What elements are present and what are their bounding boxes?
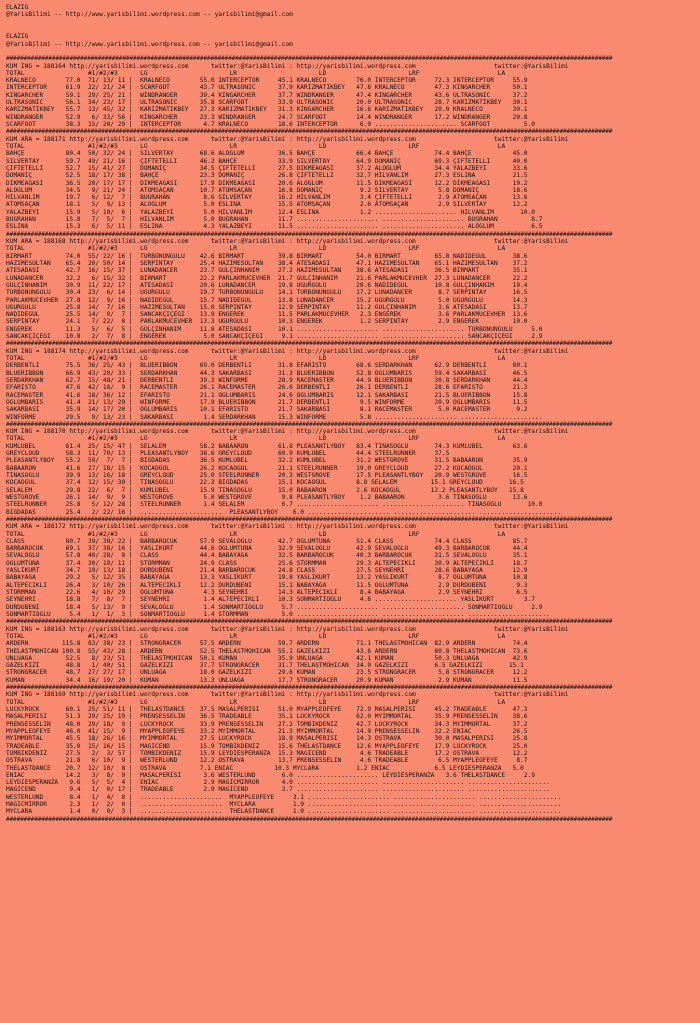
table-row: NADIDEGÜL 25.5 14/ 9/ 7 | SANCAKÇIÇEGI 13.9 ENGEREK 11.5 PARLAKMÜCEVHER 2.3 ENGEREK 3.6 PARLAKMÜCEVHER 13.6: [6, 311, 528, 319]
table-row: ALTEPECIKLI 26.4 3/ 10/ 26 | ALTEPECIKLI 12.2 DURDUBENI 15.1 BABAYAGA 11.5 OGLUMTUNA 2.9 DURDUBENI 9.3: [6, 581, 528, 589]
table-row: MYCLARA 1.4 0/ 0/ 3 | ...................... THELASTDANCE 1.0 ...................... ...................... ......................: [6, 808, 562, 816]
blank-line: [6, 19, 694, 26]
column-header: TOTAL #1/#2/#3 LG LR LD LRF LA: [6, 245, 506, 253]
table-row: TOMBIKDENIZ 27.5 2/ 3/ 57 | TOMBIKDENIZ 15.9 LEYDIESPERANZA 15.3 MAGICEND 4.6 TRADEABLE 17.2 OSTRAVA 12.2: [6, 749, 528, 757]
table-row: INTERCEPTOR 61.9 22/ 21/ 24 | SCARFOOT 43.7 ULTRASONIC 37.9 KARIZMATIKBEY 47.8 KRALNECO 47.3 KINGARCHER 50.1: [6, 84, 528, 92]
table-row: TINASOGLU 39.9 13/ 16/ 18 | GREYCLOUD 25.0 STEELRUNNER 20.3 WESTGROVE 17.5 PLEASANTLYBOY 20.9 WESTGROVE 16.5: [6, 472, 528, 479]
separator-line: ############################################################################################################################################################################: [6, 340, 613, 348]
table-row: BARBAROCUK 69.1 37/ 38/ 16 | YASLIKURT 44.6 OGLUMTUNA 32.9 SEVALOGLU 42.9 SEVALOGLU 49.3 BARBAROCUK 44.4: [6, 545, 528, 553]
table-row: STRONGRACER 48.7 27/ 27/ 17 | ÜNLÜAGA 18.0 GAZELKIZI 29.6 KUMAN 23.5 STRONGRACER 5.8 STRONGRACER 12.2: [6, 669, 528, 677]
table-row: SCARFOOT 38.3 15/ 20/ 29 | INTERCEPTOR 4.7 KRALNECO 18.6 INTERCEPTOR 6.9 ...................... SCARFOOT 5.0: [6, 121, 535, 128]
table-row: OGLUMBARIS 41.4 21/ 13/ 29 | WINFORME 17.9 BLUERIBBON 21.7 DERBENTLI 9.5 WINFORME 20.9 OGLUMBARIS 11.5: [6, 398, 528, 406]
column-header: TOTAL #1/#2/#3 LG LR LD LRF LA: [6, 435, 506, 443]
table-row: SERDARKHAN 62.7 15/ 48/ 21 | DERBENTLI 39.3 WINFORME 28.9 RACEMASTER 44.9 BLUERIBBON 30.8 SERDARKHAN 44.4: [6, 376, 528, 384]
table-row: SELALEM 29.8 22/ 6/ 7 | KUMLUBEL 15.9 TINASOGLU 15.0 BABAARON 2.6 KOCAOGUL 12.2 PLEASANTLYBOY 15.8: [6, 486, 524, 494]
table-row: YASLIKURT 34.7 19/ 13/ 18 | DURDUBENI 21.4 BARBAROCUK 24.8 CLASS 27.5 SEYNEHRI 28.6 BABAYAGA 12.9: [6, 567, 528, 575]
table-row: LUNADANCER 32.2 6/ 15/ 32 | BIRMART 22.2 PARLAKMÜCEVHER 21.7 GÜLÇINHANIM 21.6 PARLAKMÜCEVHER 27.3 LUNADANCER 22.2: [6, 274, 528, 282]
table-row: TRADEABLE 35.0 15/ 16/ 15 | MAGICEND 15.9 TOMBIKDENIZ 15.6 THELASTDANCE 12.6 MYAPPLEOFEYE 17.9 LUCKYROCK 25.0: [6, 742, 528, 750]
separator-line: ############################################################################################################################################################################: [6, 515, 613, 523]
race-list: [6, 55, 694, 823]
table-row: MYIMMORTAL 45.5 18/ 26/ 16 | MYIMMORTAL 27.5 LUCKYROCK 18.9 MASALPERISI 14.3 OSTRAVA 30.0 MASALPERISI 25.8: [6, 735, 528, 743]
table-row: LUCKYROCK 60.1 25/ 51/ 11 | THELASTDANCE 37.5 MASALPERISI 51.0 MYAPPLEOFEYE 72.9 MASALPERISI 45.2 TRADEABLE 47.3: [6, 706, 528, 713]
header-contact: @YarisBilimi -- http://www.yarisbilimi.wordpress.com -- yarisbilimi@gmail.com: [6, 11, 293, 19]
table-row: DOMANIÇ 52.5 18/ 17/ 38 | BAHÇE 23.3 DOMANIÇ 26.8 ÇIFTETELLI 32.7 HILVANLIM 27.3 ESLINA 21.5: [6, 172, 528, 180]
table-row: BUGRAHAN 15.8 7/ 5/ 7 | HILVANLIM 5.0 BUGRAHAN 11.7 ...................... ...................... BUGRAHAN 8.7: [6, 216, 543, 224]
table-row: HAZIMESULTAN 65.4 20/ 50/ 14 | SERPINTAY 25.4 HAZIMESULTAN 38.4 ATESADASI 47.1 HAZIMESULTAN 65.1 HAZIMESULTAN 37.2: [6, 259, 528, 267]
table-row: GAZELKIZI 48.8 1/ 40/ 51 | GAZELKIZI 37.7 STRONGRACER 31.7 THELASTMOHICAN 34.9 GAZELKIZI 6.5 GAZELKIZI 15.1: [6, 662, 524, 670]
table-row: YALAZBEYI 15.9 5/ 10/ 6 | YALAZBEYI 5.0 HILVANLIM 12.4 ESLINA 1.2 ...................... HILVANLIM 10.0: [6, 208, 535, 216]
table-row: LEYDIESPERANZA 9.6 5/ 5/ 4 | ENIAC 2.9 MAGICMIRROR 4.0 ...................... ...................... ......................: [6, 779, 550, 787]
table-row: ESLINA 15.3 6/ 5/ 11 | ESLINA 4.3 YALAZBEYI 11.5 ...................... ...................... ALOGLUM 6.5: [6, 223, 543, 231]
table-row: OGLUMTUNA 37.4 30/ 19/ 11 | STORMMAN 24.9 CLASS 25.6 STORMMAN 29.3 ALTEPECIKLI 30.9 ALTEPECIKLI 18.7: [6, 559, 528, 567]
race-title: KUM ING = 188170 http://yarisbilimi.wordpress.com twitter:@YarisBilimi : http://yarisbilimi.wordpress.com twitter:@YarisBilimi: [6, 428, 569, 436]
table-row: WESTGROVE 26.1 14/ 9/ 9 | WESTGROVE 5.0 WESTGROVE 9.8 PLEASANTLYBOY 1.2 BABAARON 3.6 TINASOGLU 13.6: [6, 493, 528, 501]
table-row: WESTERLUND 8.4 1/ 4/ 8 | ...................... MYAPPLEOFEYE 3.1 ...................... ...................... ......................: [6, 793, 562, 801]
table-row: ARDERN 115.8 83/ 38/ 23 | STRONGRACER 57.5 ARDERN 59.7 ARDERN 71.1 THELASTMOHICAN 82.9 ARDERN 74.4: [6, 640, 528, 648]
table-row: KUMLUBEL 61.4 25/ 15/ 47 | SELALEM 58.2 BABAARON 61.8 PLEASANTLYBOY 83.4 TINASOGLU 74.3 KUMLUBEL 63.6: [6, 442, 528, 450]
table-row: ATESADASI 42.7 16/ 15/ 37 | LUNADANCER 23.7 GÜLÇINHANIM 27.2 HAZIMESULTAN 38.6 ATESADASI 36.5 BIRMART 35.1: [6, 267, 528, 275]
table-row: MYAPPLEOFEYE 46.0 41/ 15/ 9 | MYAPPLEOFEYE 33.2 MYIMMORTAL 21.3 MYIMMORTAL 14.9 PRENSESSELIN 32.2 ENIAC 26.5: [6, 727, 528, 735]
separator-line: ############################################################################################################################################################################: [6, 230, 613, 238]
race-block: [6, 55, 694, 128]
table-row: BIRMART 74.0 55/ 22/ 16 | TURBONUNGÜLÜ 42.6 BIRMART 39.8 BIRMART 54.0 BIRMART 65.8 NADIDEGÜL 38.6: [6, 252, 528, 260]
table-row: SEVALOGLU 57.8 40/ 28/ 8 | CLASS 44.4 BABAYAGA 32.5 BARBAROCUK 40.3 BARBAROCUK 31.5 SEVALOGLU 35.1: [6, 552, 528, 560]
table-row: THELASTMOHICAN 100.8 55/ 43/ 28 | ARDERN 52.5 THELASTMOHICAN 55.1 GAZELKIZI 43.6 ARDERN 80.8 THELASTMOHICAN 73.6: [6, 647, 528, 655]
table-row: BLUERIBBON 66.9 43/ 20/ 33 | SERDARKHAN 44.3 SAKARBASI 31.3 BLUERIBBON 52.8 OGLUMBARIS 59.4 SAKARBASI 46.5: [6, 369, 528, 377]
header-city-repeat: ELAZIG: [6, 33, 29, 41]
table-row: KOCAOGUL 37.4 12/ 15/ 30 | TINASOGLU 22.3 BIGDADAS 15.1 KOCAOGUL 8.8 SELALEM 15.1 GREYCLOUD 16.5: [6, 479, 524, 487]
table-row: STEELRUNNER 25.8 5/ 12/ 28 | STEELRUNNER 1.4 SELALEM 6.7 ...................... ...................... TINASOGLU 10.0: [6, 501, 543, 509]
table-row: MAGICMIRROR 2.3 1/ 2/ 0 | ...................... MYCLARA 1.9 ...................... ...................... ......................: [6, 801, 562, 809]
race-title: KUM ING = 188174 http://yarisbilimi.wordpress.com twitter:@YarisBilimi : http://yarisbilimi.wordpress.com twitter:@YarisBilimi: [6, 347, 569, 355]
race-block: [6, 618, 694, 684]
header-contact-repeat: @YarisBilimi -- http://www.yarisbilimi.wordpress.com -- yarisbilimi@gmail.com: [6, 40, 293, 48]
race-block: [6, 421, 694, 516]
table-row: BAHÇE 80.4 50/ 32/ 24 | SILVERTAY 68.6 ALOGLUM 36.5 BAHÇE 66.4 BAHÇE 74.4 BAHÇE 45.0: [6, 150, 528, 158]
separator-line: ############################################################################################################################################################################: [6, 128, 613, 136]
header-city: ELAZIG: [6, 4, 29, 11]
table-row: GÜLÇINHANIM 30.9 11/ 22/ 17 | ATESADASI 20.6 LUNADANCER 19.8 UGURGÜLÜ 20.6 NADIDEGÜL 10.8 GÜLÇINHANIM 19.4: [6, 281, 528, 289]
table-row: BABAYAGA 29.2 5/ 12/ 35 | BABAYAGA 13.3 YASLIKURT 19.8 YASLIKURT 13.2 YASLIKURT 8.7 OGLUMTUNA 10.8: [6, 574, 528, 582]
table-row: KARIZMATIKBEY 55.7 13/ 45/ 32 | KARIZMATIKBEY 27.3 KARIZMATIKBEY 31.3 KINGARCHER 16.6 KARIZMATIKBEY 20.0 KRALNECO 30.1: [6, 106, 528, 114]
separator-line: ############################################################################################################################################################################: [6, 684, 613, 692]
table-row: OSTRAVA 21.8 6/ 10/ 9 | WESTERLUND 12.2 OSTRAVA 13.7 PRENSESSELIN 4.6 TRADEABLE 6.5 MYAPPLEOFEYE 8.7: [6, 757, 528, 765]
race-title: KUM ING = 188164 http://yarisbilimi.wordpress.com twitter:@YarisBilimi : http://yarisbilimi.wordpress.com twitter:@YarisBilimi: [6, 62, 569, 70]
table-row: THELASTDANCE 20.7 12/ 10/ 8 | OSTRAVA 7.1 ENIAC 10.3 MYCLARA 1.2 ENIAC 6.5 LEYDIESPERANZA 5.0: [6, 764, 524, 772]
race-title: KUM ING = 188163 http://yarisbilimi.wordpress.com twitter:@YarisBilimi : http://yarisbilimi.wordpress.com twitter:@YarisBilimi: [6, 625, 569, 633]
table-row: RACEMASTER 41.6 18/ 36/ 12 | EFARISTO 21.1 OGLUMBARIS 24.6 OGLUMBARIS 12.1 SAKARBASI 21.5 BLUERIBBON 15.8: [6, 391, 528, 399]
separator-line: ############################################################################################################################################################################: [6, 420, 613, 428]
separator-line: ############################################################################################################################################################################: [6, 55, 613, 63]
table-row: DERBENTLI 75.5 36/ 25/ 43 | BLUERIBBON 69.0 DERBENTLI 31.8 EFARISTO 68.6 SERDARKHAN 62.9 DERBENTLI 80.1: [6, 362, 528, 370]
table-row: MAGICEND 9.4 1/ 0/ 17 | TRADEABLE 2.9 MAGICEND 3.7 ...................... ...................... ......................: [6, 786, 550, 794]
table-row: SONMARTIOGLU 5.4 1/ 1/ 3 | SONMARTIOGLU 1.4 STORMMAN 5.0 ...................... ...................... ......................: [6, 610, 550, 618]
race-block: [6, 231, 694, 341]
table-row: TURBONUNGÜLÜ 30.4 23/ 6/ 14 | UGURGÜLÜ 19.7 TURBONUNGÜLÜ 14.1 TURBONUNGÜLÜ 17.2 LUNADANCER 8.7 SERPINTAY 16.5: [6, 289, 528, 297]
blank-line: [6, 48, 694, 55]
table-row: STORMMAN 22.6 4/ 10/ 29 | OGLUMTUNA 4.3 SEYNEHRI 14.3 ALTEPECIKLI 8.4 BABAYAGA 2.9 SEYNEHRI 6.5: [6, 589, 528, 596]
table-row: ENGEREK 11.3 5/ 6/ 5 | GÜLÇINHANIM 11.8 ATESADASI 10.1 ...................... ...................... TURBONUNGÜLÜ 5.0: [6, 325, 543, 333]
table-row: SERPINTAY 24.1 7/ 22/ 8 | PARLAKMÜCEVHER 13.3 UGURGÜLÜ 10.3 ENGEREK 1.2 SERPINTAY 2.9 ENGEREK 10.0: [6, 318, 528, 326]
race-block: [6, 128, 694, 230]
blank-line: [6, 26, 694, 33]
table-row: ÇIFTETELLI 52.7 15/ 41/ 27 | DOMANIÇ 34.5 ÇIFTETELLI 27.5 DIKMEAGASI 37.2 ALOGLUM 34.4 YALAZBEYI 33.6: [6, 164, 528, 172]
race-title: KUM ARA = 188172 http://yarisbilimi.wordpress.com twitter:@YarisBilimi : http://yarisbilimi.wordpress.com twitter:@YarisBilimi: [6, 523, 569, 531]
table-row: UGURGÜLÜ 25.8 14/ 7/ 16 | HAZIMESULTAN 15.0 SERPINTAY 12.9 SERPINTAY 11.2 GÜLÇINHANIM 3.6 ATESADASI 13.7: [6, 303, 528, 311]
column-header: TOTAL #1/#2/#3 LG LR LD LRF LA: [6, 632, 506, 640]
table-row: ÜNLÜAGA 52.5 8/ 23/ 51 | THELASTMOHICAN 50.1 KUMAN 35.9 ÜNLÜAGA 42.1 KUMAN 50.3 ÜNLÜAGA 42.9: [6, 654, 528, 662]
race-title: KUM ING = 188169 http://yarisbilimi.wordpress.com twitter:@YarisBilimi : http://yarisbilimi.wordpress.com twitter:@YarisBilimi: [6, 691, 569, 699]
table-row: ATOMSAÇAN 18.1 5/ 9/ 13 | ALOGLUM 5.0 ESLINA 15.5 ATOMSAÇAN 2.6 ATOMSAÇAN 2.9 SILVERTAY 12.2: [6, 201, 528, 209]
table-row: BIGDADAS 25.4 2/ 22/ 16 | ...................... PLEASANTLYBOY 6.0 ...................... ...................... ......................: [6, 508, 562, 516]
table-row: EFARISTO 47.6 42/ 18/ 9 | RACEMASTER 26.1 RACEMASTER 26.6 DERBENTLI 26.1 DERBENTLI 28.6 EFARISTO 21.3: [6, 384, 528, 392]
table-row: ENIAC 14.2 3/ 8/ 9 | MASALPERISI 3.6 WESTERLUND 6.0 ...................... LEYDIESPERANZA 3.6 THELASTDANCE 2.9: [6, 771, 535, 779]
table-row: SEYNEHRI 18.8 7/ 8/ 7 | SEYNEHRI 1.4 ALTEPECIKLI 10.3 SONMARTIOGLU 4.6 ...................... YASLIKURT 3.7: [6, 596, 535, 604]
table-row: ALOGLUM 34.5 9/ 21/ 24 | ATOMSAÇAN 10.7 ATOMSAÇAN 16.8 DOMANIÇ 9.2 SILVERTAY 5.8 DOMANIÇ 18.6: [6, 186, 528, 194]
race-block: [6, 516, 694, 618]
column-header: TOTAL #1/#2/#3 LG LR LD LRF LA: [6, 530, 506, 538]
table-row: BABAARON 41.6 27/ 18/ 15 | KOCAOGUL 26.2 KOCAOGUL 21.1 STEELRUNNER 19.0 GREYCLOUD 27.2 KOCAOGUL 20.1: [6, 464, 528, 472]
table-row: ULTRASONIC 56.1 34/ 23/ 17 | ULTRASONIC 35.8 SCARFOOT 33.9 ULTRASONIC 20.0 ULTRASONIC 28.7 KARIZMATIKBEY 30.1: [6, 99, 528, 107]
table-row: MASALPERISI 51.3 29/ 25/ 19 | PRENSESSELIN 36.5 TRADEABLE 35.1 LUCKYROCK 62.0 MYIMMORTAL 35.9 PRENSESSELIN 38.6: [6, 713, 528, 721]
race-title: KUM ARA = 188171 http://yarisbilimi.wordpress.com twitter:@YarisBilimi : http://yarisbilimi.wordpress.com twitter:@YarisBilimi: [6, 135, 569, 143]
column-header: TOTAL #1/#2/#3 LG LR LD LRF LA: [6, 355, 506, 362]
table-row: KRALNECO 77.0 71/ 13/ 11 | KRALNECO 55.0 INTERCEPTOR 45.1 KRALNECO 76.0 INTERCEPTOR 72.3 INTERCEPTOR 55.9: [6, 77, 528, 85]
column-header: TOTAL #1/#2/#3 LG LR LD LRF LA: [6, 142, 506, 150]
table-row: HILVANLIM 19.7 6/ 12/ 7 | BUGRAHAN 8.6 SILVERTAY 16.2 HILVANLIM 3.4 ÇIFTETELLI 2.9 ATOMSAÇAN 13.6: [6, 194, 528, 202]
table-row: KINGARCHER 59.1 29/ 25/ 21 | WINDRANGER 39.4 KINGARCHER 37.7 WINDRANGER 47.4 KINGARCHER 43.6 ULTRASONIC 37.2: [6, 91, 528, 99]
table-row: KUMAN 34.4 16/ 19/ 20 | KUMAN 13.3 ÜNLÜAGA 17.7 STRONGRACER 20.9 KUMAN 2.9 KUMAN 11.5: [6, 676, 528, 684]
table-row: GREYCLOUD 58.3 11/ 70/ 13 | PLEASANTLYBOY 38.6 GREYCLOUD 60.9 KUMLUBEL 44.4 STEELRUNNER 37.5: [6, 450, 450, 458]
table-row: CLASS 80.7 39/ 38/ 22 | BARBAROCUK 57.9 SEVALOGLU 42.7 OGLUMTUNA 51.4 CLASS 74.4 CLASS 85.7: [6, 537, 528, 545]
column-header: TOTAL #1/#2/#3 LG LR LD LRF LA: [6, 69, 506, 77]
table-row: PRENSESSELIN 48.0 29/ 18/ 9 | LUCKYROCK 33.9 PRENSESSELIN 27.2 TOMBIKDENIZ 42.7 LUCKYROCK 34.3 MYIMMORTAL 37.2: [6, 720, 528, 728]
table-row: SANCAKÇIÇEGI 10.8 2/ 7/ 8 | ENGEREK 5.0 SANCAKÇIÇEGI 9.1 ...................... ...................... SANCAKÇIÇEGI 2.9: [6, 333, 543, 341]
table-row: DIKMEAGASI 36.5 20/ 17/ 17 | DIKMEAGASI 17.9 DIKMEAGASI 20.6 ALOGLUM 11.5 DIKMEAGASI 12.2 DIKMEAGASI 19.2: [6, 179, 528, 187]
race-block: [6, 340, 694, 420]
table-row: SAKARBASI 35.9 14/ 17/ 20 | OGLUMBARIS 10.1 EFARISTO 21.7 SAKARBASI 8.1 RACEMASTER 5.0 RACEMASTER 9.2: [6, 406, 528, 414]
separator-line: ############################################################################################################################################################################: [6, 815, 613, 823]
table-row: DURDUBENI 18.4 5/ 13/ 9 | SEVALOGLU 1.4 SONMARTIOGLU 5.7 ...................... ...................... SONMARTIOGLU 2.9: [6, 603, 543, 611]
table-row: PLEASANTLYBOY 55.2 59/ 7/ 7 | BIGDADAS 36.5 KUMLUBEL 32.2 KUMLUBEL 31.2 WESTGROVE 31.5 BABAARON 35.9: [6, 457, 528, 465]
table-row: WINFORME 29.5 9/ 13/ 23 | SAKARBASI 1.4 SERDARKHAN 15.3 WINFORME 5.8 ...................... ......................: [6, 413, 543, 421]
table-row: SILVERTAY 59.7 49/ 21/ 16 | ÇIFTETELLI 46.2 BAHÇE 33.9 SILVERTAY 64.9 DOMANIÇ 69.3 ÇIFTETELLI 40.0: [6, 157, 528, 165]
table-row: PARLAKMÜCEVHER 27.8 12/ 9/ 16 | NADIDEGÜL 15.7 NADIDEGÜL 13.8 LUNADANCER 15.2 UGURGÜLÜ 5.0 UGURGÜLÜ 14.3: [6, 296, 528, 304]
separator-line: ############################################################################################################################################################################: [6, 618, 613, 626]
race-block: [6, 684, 694, 816]
race-title: KUM ARA = 188168 http://yarisbilimi.wordpress.com twitter:@YarisBilimi : http://yarisbilimi.wordpress.com twitter:@YarisBilimi: [6, 238, 569, 245]
table-row: WINDRANGER 52.9 6/ 33/ 56 | KINGARCHER 23.3 WINDRANGER 24.7 SCARFOOT 14.4 WINDRANGER 17.2 WINDRANGER 20.8: [6, 113, 528, 121]
column-header: TOTAL #1/#2/#3 LG LR LD LRF LA: [6, 698, 506, 706]
